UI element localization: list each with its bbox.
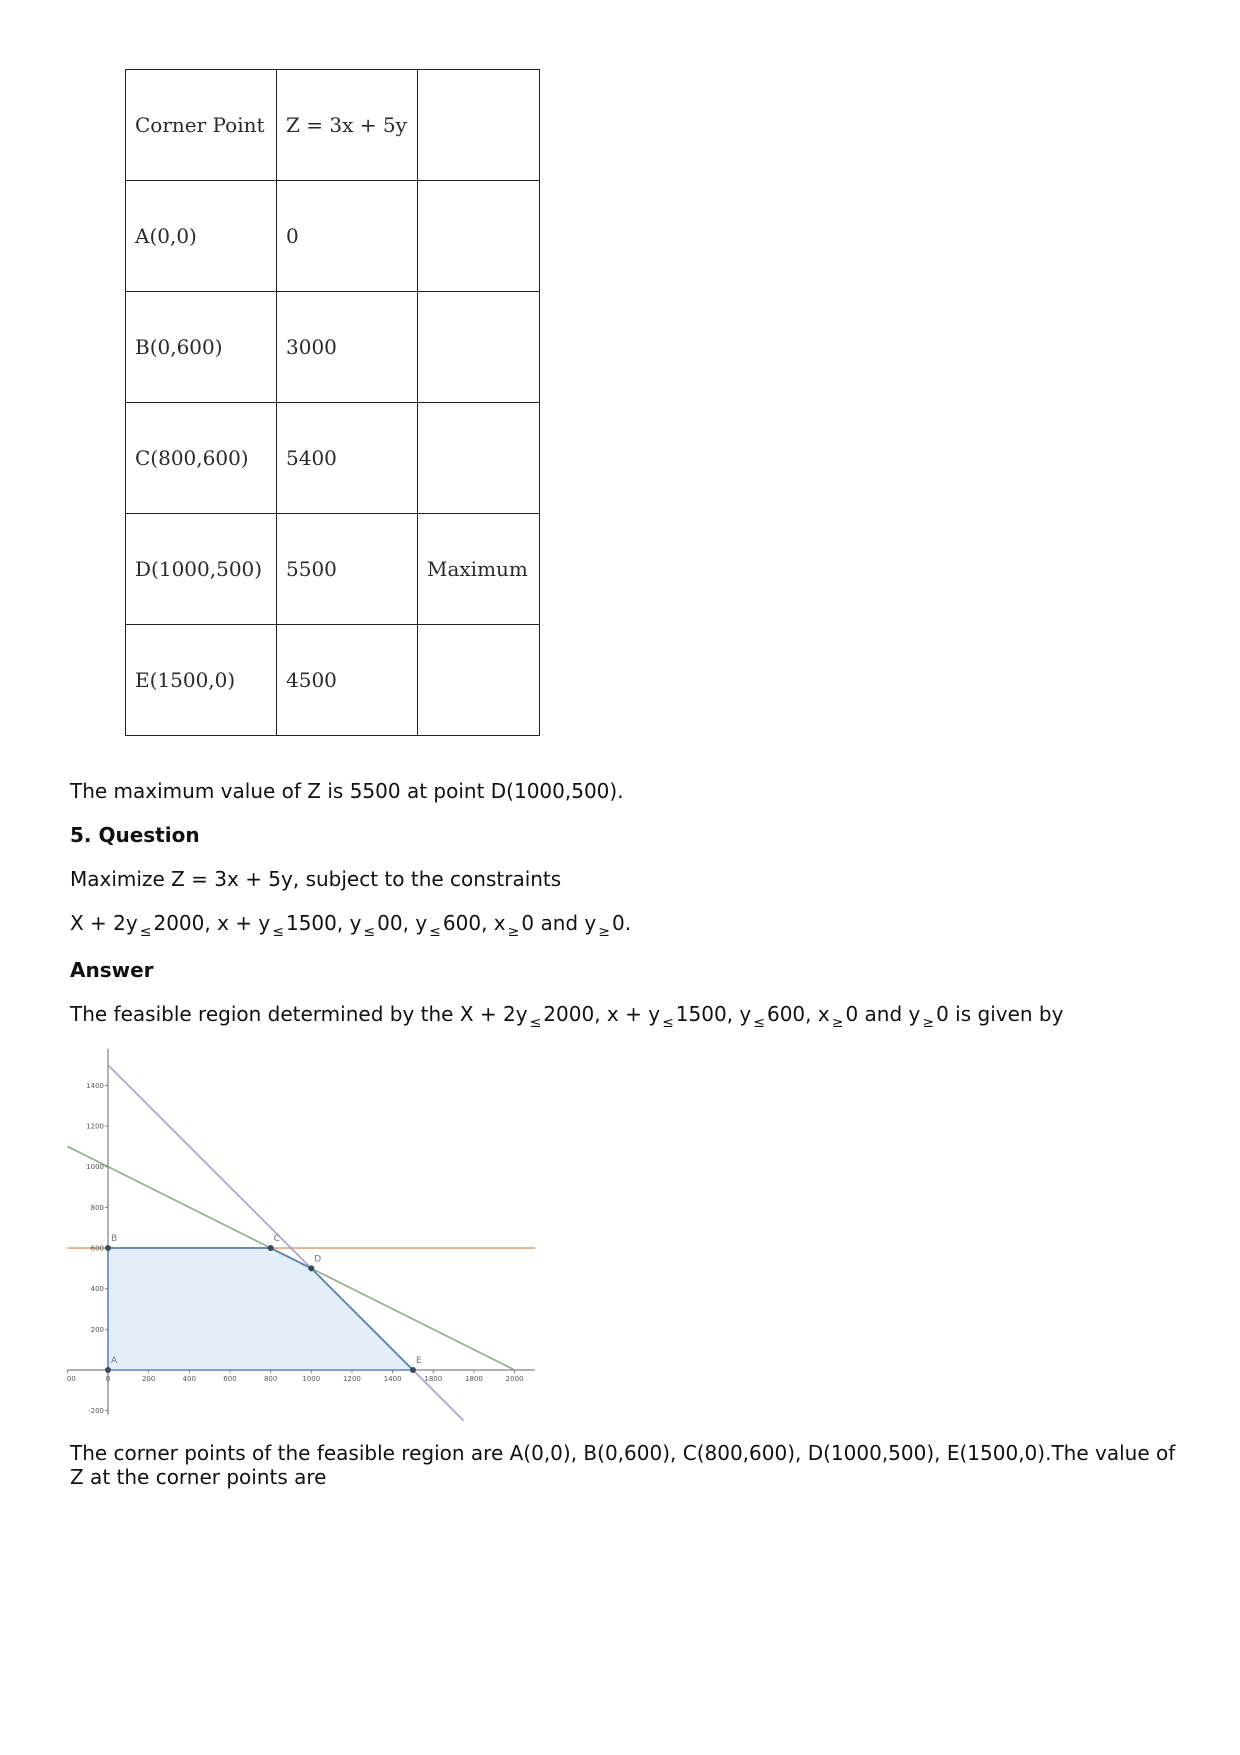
table-cell (418, 403, 540, 514)
feasible-text: The feasible region determined by the X + 2y (70, 1002, 528, 1026)
table-cell: Maximum (418, 514, 540, 625)
feasible-region (108, 1248, 413, 1370)
table-cell: Z = 3x + 5y (277, 70, 418, 181)
x-tick-label: 400 (182, 1375, 197, 1383)
feasible-text: 0 and y (845, 1002, 921, 1026)
x-tick-label: 2000 (505, 1375, 524, 1383)
ge-symbol: ≥ (831, 1015, 844, 1031)
feasible-region-line (70, 1002, 1063, 1035)
constraints-line (70, 911, 631, 944)
le-symbol: ≤ (429, 924, 441, 940)
le-symbol: ≤ (272, 924, 284, 940)
table-cell: D(1000,500) (126, 514, 277, 625)
y-tick-label: 1400 (86, 1081, 104, 1090)
table-cell: C(800,600) (126, 403, 277, 514)
x-tick-label: 800 (263, 1375, 278, 1383)
x-tick-label: 1800 (465, 1375, 483, 1383)
y-tick-label: 200 (90, 1325, 104, 1334)
constraint-text: 0. (612, 911, 632, 935)
table-cell: 0 (277, 181, 418, 292)
constraint-text: 600, x (442, 911, 506, 935)
x-tick-label: 1200 (343, 1375, 361, 1383)
x-tick-label: 600 (223, 1375, 237, 1383)
corner-point (410, 1367, 416, 1373)
corner-point-label: A (111, 1356, 118, 1366)
table-row (126, 625, 540, 736)
le-symbol: ≤ (139, 924, 152, 940)
le-symbol: ≤ (662, 1015, 674, 1031)
y-tick-label: 800 (90, 1203, 104, 1212)
corner-point-table (125, 69, 540, 736)
constraint-text: 0 and y (521, 911, 597, 935)
constraint-text: 2000, x + y (153, 911, 271, 935)
le-symbol: ≤ (363, 924, 376, 940)
corner-points-statement: The corner points of the feasible region are A(0,0), B(0,600), C(800,600), D(1000,500), E(1500,0).The value of Z at the corner points are (70, 1441, 1176, 1489)
constraint-text: 1500, y (285, 911, 362, 935)
x-tick-label: 200 (141, 1375, 156, 1383)
table-cell (418, 292, 540, 403)
feasible-region-graph (66, 1048, 540, 1423)
answer-heading: Answer (70, 958, 154, 982)
ge-symbol: ≥ (598, 924, 610, 940)
table-cell: 5400 (277, 403, 418, 514)
ge-symbol: ≥ (507, 924, 520, 940)
corner-point (105, 1245, 111, 1251)
corner-point-label: E (415, 1356, 422, 1366)
max-value-statement: The maximum value of Z is 5500 at point D(1000,500). (70, 779, 624, 803)
constraint-text: 00, y (377, 911, 428, 935)
table-cell: A(0,0) (126, 181, 277, 292)
y-tick-label: 400 (90, 1285, 104, 1294)
table-header-row (126, 70, 540, 181)
x-tick-label: 1000 (302, 1375, 321, 1383)
y-tick-label: 1200 (86, 1122, 104, 1131)
corner-point (308, 1265, 314, 1271)
question-heading: 5. Question (70, 823, 200, 847)
table-cell: 4500 (277, 625, 418, 736)
question-text: Maximize Z = 3x + 5y, subject to the constraints (70, 867, 562, 891)
x-tick-label: 0 (105, 1375, 111, 1383)
table-cell (418, 181, 540, 292)
x-tick-label: 1400 (383, 1375, 402, 1383)
y-tick-label: 1000 (86, 1163, 104, 1172)
table-cell (418, 70, 540, 181)
table-cell: E(1500,0) (126, 625, 277, 736)
corner-point-label: C (273, 1234, 280, 1245)
constraint-text: X + 2y (70, 911, 138, 935)
table-row (126, 181, 540, 292)
feasible-text: 2000, x + y (543, 1002, 661, 1026)
le-symbol: ≤ (529, 1015, 542, 1031)
feasible-text: 0 is given by (936, 1002, 1064, 1026)
ge-symbol: ≥ (922, 1015, 935, 1031)
table-cell: 5500 (277, 514, 418, 625)
table-row (126, 514, 540, 625)
table-cell: 3000 (277, 292, 418, 403)
y-tick-label: -200 (88, 1407, 104, 1416)
corner-point (268, 1245, 274, 1251)
le-symbol: ≤ (753, 1015, 765, 1031)
feasible-text: 1500, y (675, 1002, 752, 1026)
y-tick-label: 600 (90, 1244, 104, 1253)
table-cell (418, 625, 540, 736)
table-cell: Corner Point (126, 70, 277, 181)
corner-point (105, 1367, 111, 1373)
x-tick-label: 1800 (424, 1375, 443, 1383)
table-row (126, 403, 540, 514)
corner-point-label: B (111, 1234, 118, 1245)
feasible-text: 600, x (766, 1002, 830, 1026)
x-tick-label: 00 (66, 1375, 76, 1383)
corner-point-label: D (314, 1254, 322, 1265)
table-cell: B(0,600) (126, 292, 277, 403)
table-row (126, 292, 540, 403)
